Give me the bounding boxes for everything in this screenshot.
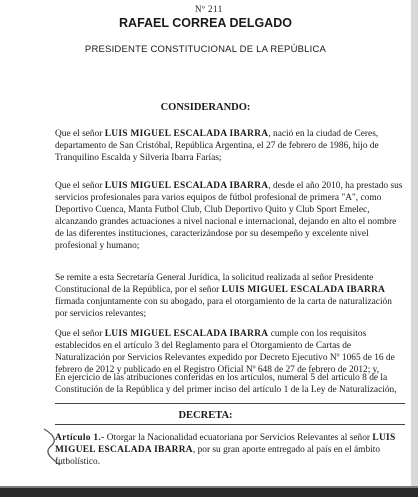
paragraph-request: Se remite a esta Secretaría General Jurídica, la solicitud realizada al señor Presidente Constitucional de la República, por el señor LUIS MIGUEL ESCALADA IBARRA firmada conjuntamente con su abogado, para el otorgamiento de la carta de naturalización por servicios relevantes; [55, 273, 392, 319]
article-label: Artículo 1.- [55, 433, 105, 443]
handwritten-mark [38, 427, 64, 467]
divider-line [55, 424, 405, 425]
person-name: LUIS MIGUEL ESCALADA IBARRA [104, 181, 269, 191]
person-name: LUIS MIGUEL ESCALADA IBARRA [55, 433, 396, 455]
divider-line [55, 403, 405, 404]
considerando-heading: CONSIDERANDO: [160, 102, 251, 113]
person-name: LUIS MIGUEL ESCALADA IBARRA [221, 285, 386, 295]
decreta-heading: DECRETA: [178, 410, 233, 421]
person-name: LUIS MIGUEL ESCALADA IBARRA [104, 129, 269, 139]
article-one: Artículo 1.- Otorgar la Nacionalidad ecuatoriana por Servicios Relevantes al señor LUIS MIGUEL ESCALADA IBARRA, por su gran aporte entregado al país en el ámbito futbolístico. [55, 433, 396, 467]
paragraph-requirements: Que el señor LUIS MIGUEL ESCALADA IBARRA cumple con los requisitos establecidos en el artículo 3 del Reglamento para el Otorgamiento de Cartas de Naturalización por Servicios Relevantes expedido por Decreto Ejecutivo Nº 1065 de 16 de febrero de 2012 y publicado en el Registro Oficial Nº 648 de 27 de febrero de 2012; y, [55, 329, 395, 375]
page-edge-bottom [0, 486, 418, 497]
president-name: RAFAEL CORREA DELGADO [119, 16, 292, 30]
paragraph-attributions: En ejercicio de las atribuciones conferidas en los artículos, numeral 5 del artículo 8 de la Constitución de la República y del primer inciso del artículo 1 de la Ley de Naturalización, [55, 373, 397, 395]
paragraph-career: Que el señor LUIS MIGUEL ESCALADA IBARRA, desde el año 2010, ha prestado sus servicios profesionales para varios equipos de fútbol profesional de primera "A", como Deportivo Cuenca, Manta Futbol Club, Club Deportivo Quito y Club Sport Emelec, alcanzando grandes actuaciones a nivel nacional e internacional, dejando en alto el nombre de las diferentes instituciones, caracterizándose por su desempeño y excelente nivel profesional y humano; [55, 181, 403, 251]
person-name: LUIS MIGUEL ESCALADA IBARRA [104, 329, 269, 339]
decree-number: Nº 211 [195, 4, 223, 14]
paragraph-birth: Que el señor LUIS MIGUEL ESCALADA IBARRA, nació en la ciudad de Ceres, departamento de San Cristóbal, República Argentina, el 27 de febrero de 1986, hijo de Tranquilino Escalda y Silveria Ibarra Farías; [55, 129, 379, 163]
page-edge-right [411, 0, 418, 497]
president-title: PRESIDENTE CONSTITUCIONAL DE LA REPÚBLICA [84, 44, 327, 55]
